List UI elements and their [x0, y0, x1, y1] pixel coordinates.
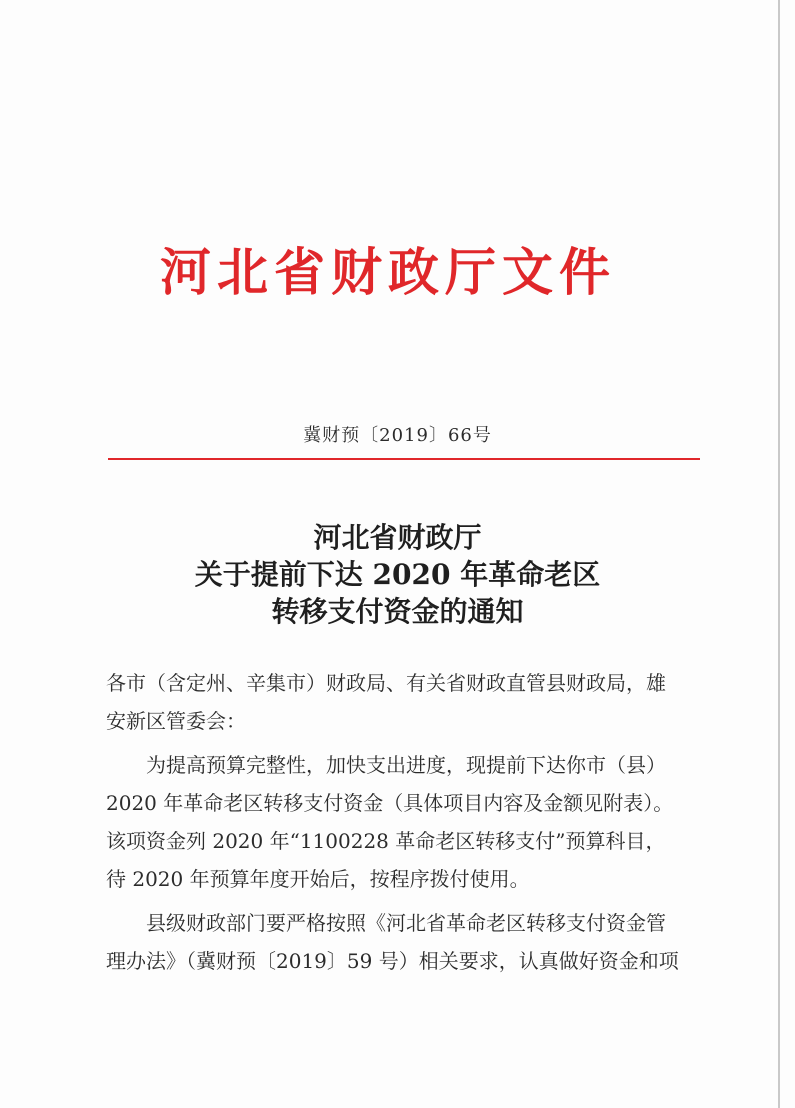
- agency-header-title: 河北省财政厅文件: [159, 243, 616, 303]
- paragraph-1-line: 为提高预算完整性，加快支出进度，现提前下达你市（县）: [146, 753, 666, 777]
- salutation-line: 安新区管委会：: [106, 709, 246, 733]
- paragraph-2-line: 县级财政部门要严格按照《河北省革命老区转移支付资金管: [146, 911, 666, 935]
- document-number: 冀财预〔2019〕66号: [303, 425, 492, 446]
- title-line-3: 转移支付资金的通知: [271, 595, 524, 628]
- title-line-1: 河北省财政厅: [313, 521, 482, 554]
- paragraph-1-line: 待 2020 年预算年度开始后，按程序拨付使用。: [106, 867, 530, 891]
- paragraph-1-line: 该项资金列 2020 年“1100228 革命老区转移支付”预算科目，: [106, 829, 666, 853]
- header-red-rule: [108, 458, 700, 460]
- notice-title: [0, 519, 795, 630]
- paragraph-2-line: 理办法》（冀财预〔2019〕59 号）相关要求，认真做好资金和项: [106, 949, 679, 973]
- notice-body: [106, 664, 706, 980]
- title-line-2: 关于提前下达 2020 年革命老区: [194, 558, 601, 591]
- salutation-line: 各市（含定州、辛集市）财政局、有关省财政直管县财政局，雄: [106, 671, 666, 695]
- paragraph-1-line: 2020 年革命老区转移支付资金（具体项目内容及金额见附表）。: [106, 791, 674, 815]
